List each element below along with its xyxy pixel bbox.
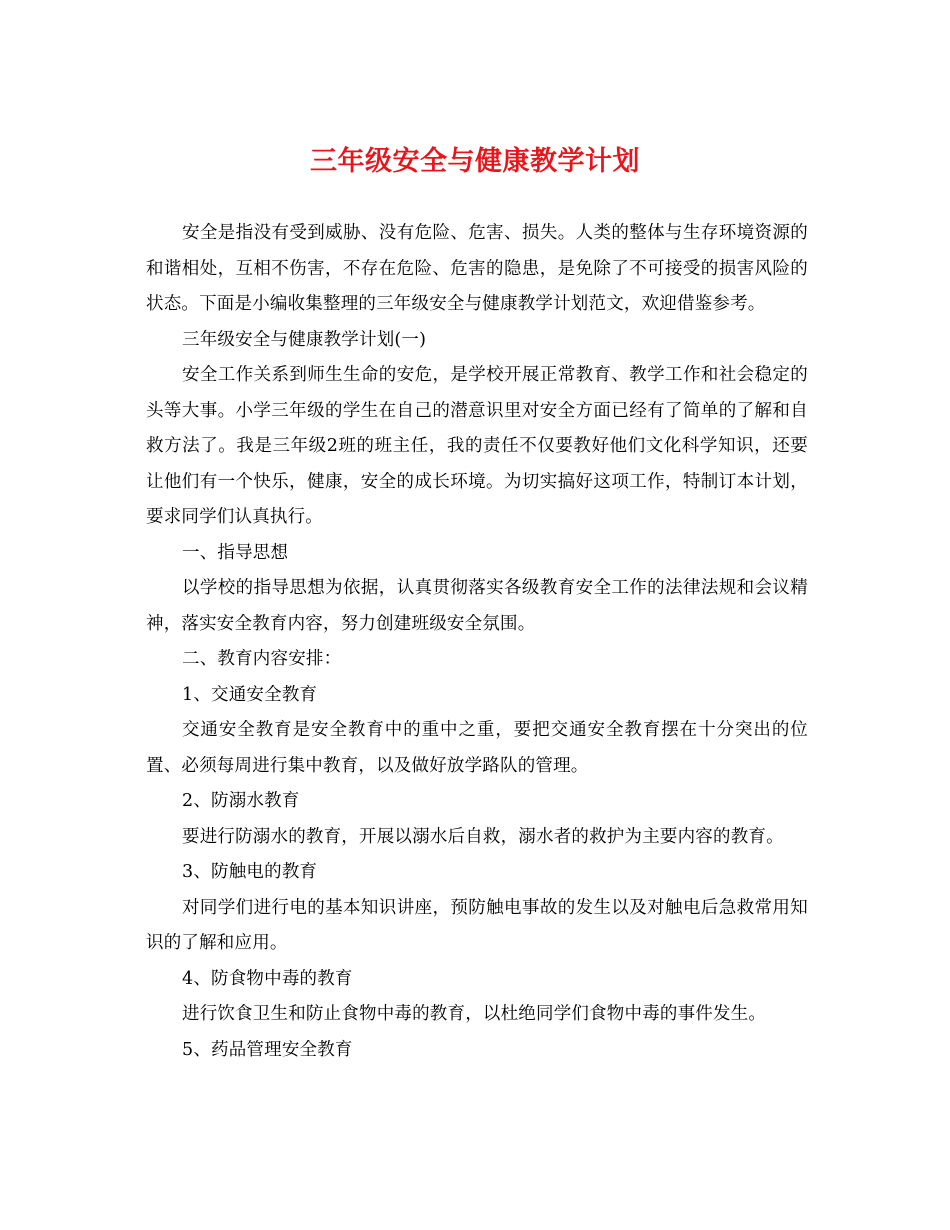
document-body	[146, 216, 808, 1068]
paragraph-traffic-safety: 交通安全教育是安全教育中的重中之重，要把交通安全教育摆在十分突出的位置、必须每周进行集中教育，以及做好放学路队的管理。	[146, 720, 808, 776]
section-heading-content-arrangement: 二、教育内容安排：	[182, 649, 342, 669]
paragraph-intro: 安全是指没有受到威胁、没有危险、危害、损失。人类的整体与生存环境资源的和谐相处，互相不伤害，不存在危险、危害的隐患，是免除了不可接受的损害风险的状态。下面是小编收集整理的三年级安全与健康教学计划范文，欢迎借鉴参考。	[146, 223, 808, 314]
paragraph-drowning-prevention: 要进行防溺水的教育，开展以溺水后自救，溺水者的救护为主要内容的教育。	[182, 826, 784, 847]
section-heading-guiding-ideology: 一、指导思想	[182, 542, 289, 563]
paragraph-food-poisoning: 进行饮食卫生和防止食物中毒的教育，以杜绝同学们食物中毒的事件发生。	[182, 1004, 767, 1024]
item-heading-electric-shock: 3、防触电的教育	[182, 862, 318, 882]
section-heading-plan-one: 三年级安全与健康教学计划(一)	[182, 329, 427, 350]
paragraph-electric-shock: 对同学们进行电的基本知识讲座，预防触电事故的发生以及对触电后急救常用知识的了解和应用。	[146, 897, 808, 953]
paragraph-guiding-ideology: 以学校的指导思想为依据，认真贯彻落实各级教育安全工作的法律法规和会议精神，落实安全教育内容，努力创建班级安全氛围。	[146, 578, 808, 634]
document-title: 三年级安全与健康教学计划	[310, 146, 640, 177]
item-heading-medicine-safety: 5、药品管理安全教育	[182, 1039, 353, 1060]
item-heading-traffic-safety: 1、交通安全教育	[182, 684, 318, 705]
item-heading-drowning-prevention: 2、防溺水教育	[182, 791, 300, 811]
paragraph-plan-overview: 安全工作关系到师生生命的安危，是学校开展正常教育、教学工作和社会稳定的头等大事。小学三年级的学生在自己的潜意识里对安全方面已经有了简单的了解和自救方法了。我是三年级2班的班主任，我的责任不仅要教好他们文化科学知识，还要让他们有一个快乐，健康，安全的成长环境。为切实搞好这项工作，特制订本计划，要求同学们认真执行。	[146, 365, 808, 527]
item-heading-food-poisoning: 4、防食物中毒的教育	[182, 968, 353, 989]
